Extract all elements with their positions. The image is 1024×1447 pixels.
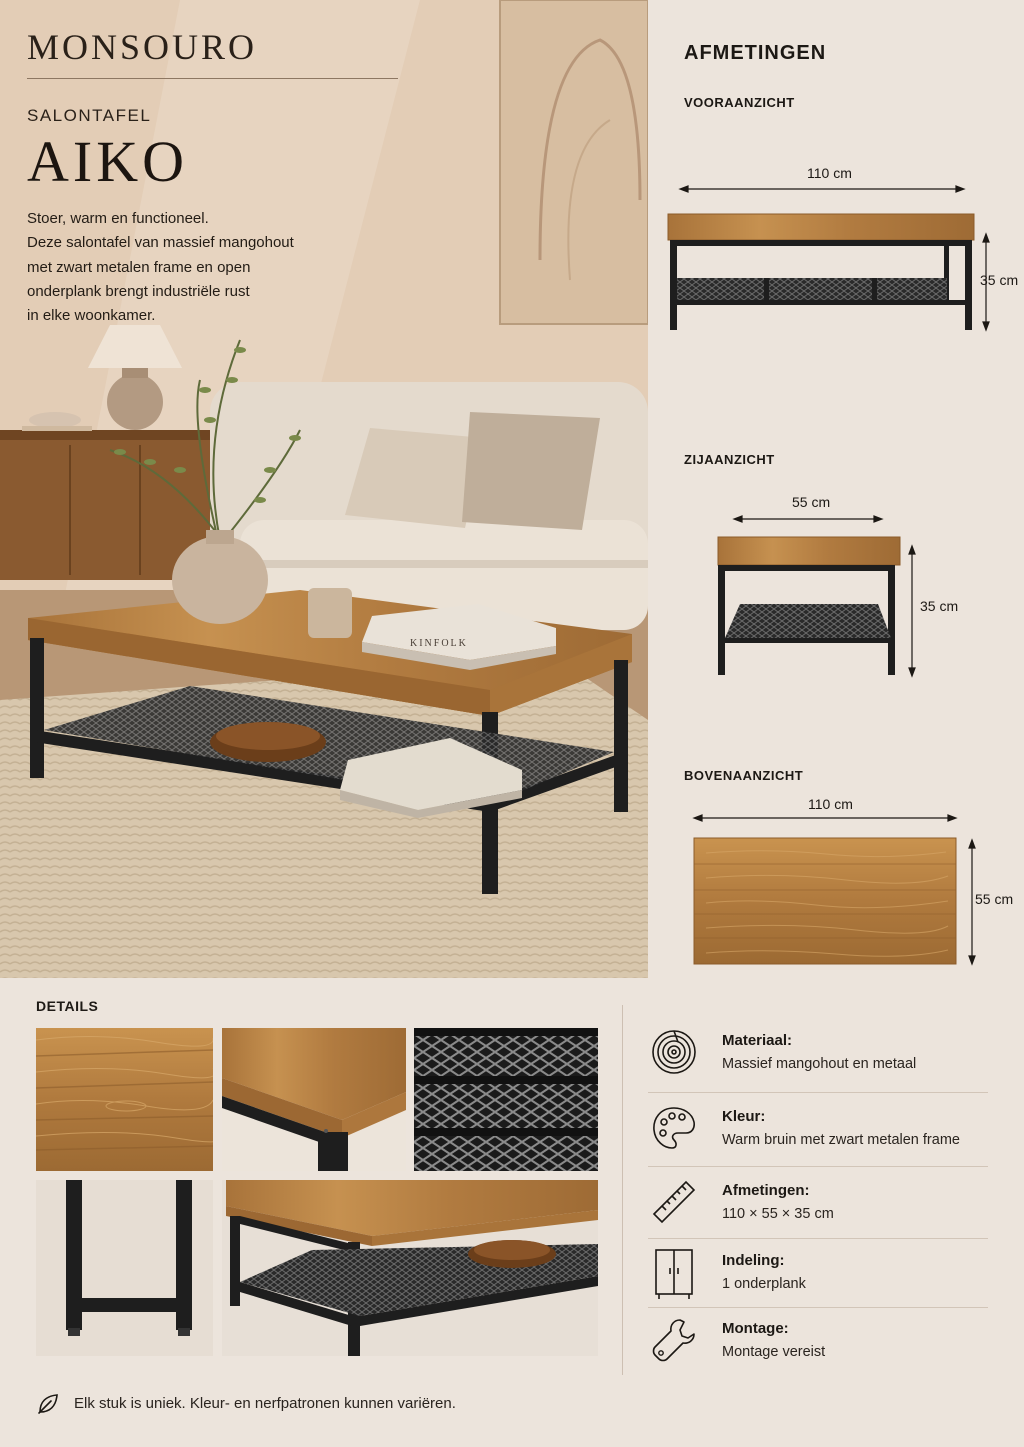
hero-book-title: KINFOLK xyxy=(410,638,468,649)
spec-label: Afmetingen: xyxy=(722,1182,810,1199)
side-view-label: ZIJAANZICHT xyxy=(684,452,775,467)
spec-assembly xyxy=(648,1314,988,1384)
front-view-label: VOORAANZICHT xyxy=(684,95,795,110)
spec-value: 110 × 55 × 35 cm xyxy=(722,1206,834,1222)
spec-label: Kleur: xyxy=(722,1108,766,1125)
intro-line: Stoer, warm en functioneel. xyxy=(27,210,209,227)
spec-color xyxy=(648,1102,988,1172)
palette-icon xyxy=(650,1104,698,1152)
front-view-drawing xyxy=(660,180,1000,340)
intro-line: onderplank brengt industriële rust xyxy=(27,282,250,300)
detail-mesh-shelf xyxy=(414,1028,598,1171)
details-heading: DETAILS xyxy=(36,998,99,1014)
wood-rings-icon xyxy=(650,1028,698,1076)
ruler-icon xyxy=(650,1178,698,1226)
spec-value: Massief mangohout en metaal xyxy=(722,1056,917,1072)
side-view-drawing xyxy=(710,510,920,680)
leaf-icon xyxy=(36,1392,60,1416)
spec-divider xyxy=(648,1166,988,1167)
spec-divider xyxy=(648,1307,988,1308)
brand-divider xyxy=(27,78,398,79)
spec-label: Indeling: xyxy=(722,1252,785,1269)
side-width-label: 55 cm xyxy=(792,494,831,510)
front-width-label: 110 cm xyxy=(807,165,852,181)
spec-label: Montage: xyxy=(722,1320,789,1337)
spec-label: Materiaal: xyxy=(722,1032,793,1049)
spec-dimensions xyxy=(648,1176,988,1246)
side-height-label: 35 cm xyxy=(920,598,959,614)
spec-value: Montage vereist xyxy=(722,1344,826,1360)
detail-metal-leg xyxy=(36,1180,213,1356)
brand-logo: MONSOURO xyxy=(27,27,258,67)
wrench-icon xyxy=(650,1316,698,1364)
product-category: SALONTAFEL xyxy=(27,106,152,125)
detail-table-overview xyxy=(222,1180,598,1356)
spec-material xyxy=(648,1026,988,1096)
spec-value: 1 onderplank xyxy=(722,1276,806,1292)
spec-layout xyxy=(648,1246,988,1316)
dimensions-heading: AFMETINGEN xyxy=(684,42,827,64)
detail-table-corner xyxy=(222,1028,406,1171)
spec-value: Warm bruin met zwart metalen frame xyxy=(722,1132,960,1148)
intro-line: Deze salontafel van massief mangohout xyxy=(27,234,294,252)
top-width-label: 110 cm xyxy=(808,796,853,812)
intro-line: in elke woonkamer. xyxy=(27,307,156,325)
top-view-drawing xyxy=(686,808,986,970)
top-view-label: BOVENAANZICHT xyxy=(684,768,804,783)
footer-note: Elk stuk is uniek. Kleur- en nerfpatronen kunnen variëren. xyxy=(74,1395,456,1412)
detail-wood-grain xyxy=(36,1028,213,1171)
product-title: AIKO xyxy=(27,129,188,194)
spec-divider xyxy=(648,1092,988,1093)
cabinet-icon xyxy=(650,1246,698,1302)
top-depth-label: 55 cm xyxy=(975,891,1014,907)
spec-divider xyxy=(648,1238,988,1239)
front-height-label: 35 cm xyxy=(980,272,1019,288)
intro-line: met zwart metalen frame en open xyxy=(27,258,251,276)
product-intro xyxy=(27,207,347,328)
details-divider xyxy=(622,1005,623,1375)
